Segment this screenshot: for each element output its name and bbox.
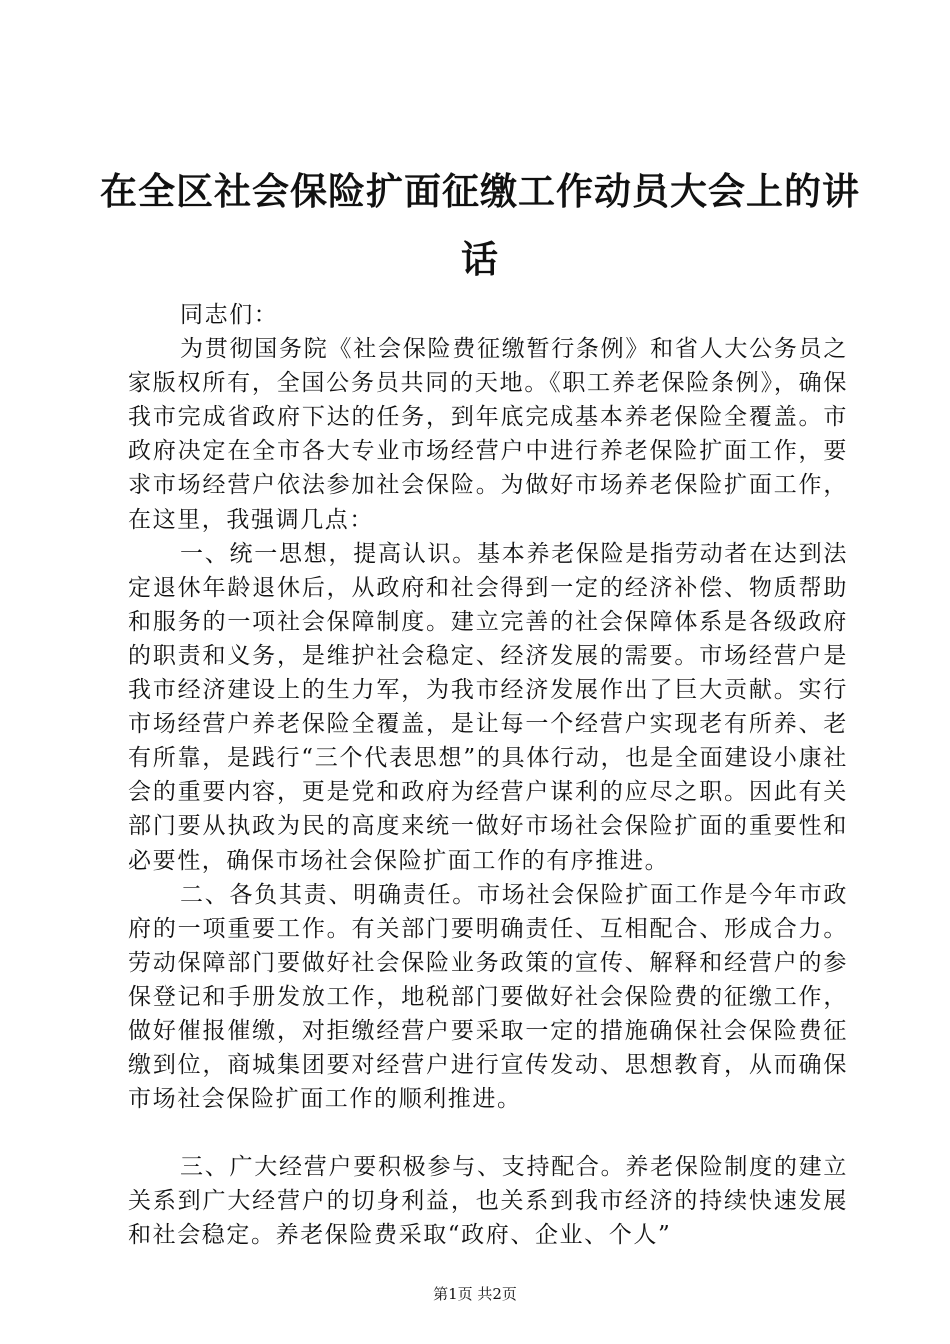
document-body [128, 298, 848, 1253]
document-title: 在全区社会保险扩面征缴工作动员大会上的讲话 [100, 170, 860, 281]
paragraph-section-3: 三、广大经营户要积极参与、支持配合。养老保险制度的建立关系到广大经营户的切身利益，也关系到我市经济的持续快速发展和社会稳定。养老保险费采取“政府、企业、个人” [128, 1154, 848, 1249]
page-footer: 第1页 共2页 [433, 1285, 517, 1303]
paragraph-section-2: 二、各负其责、明确责任。市场社会保险扩面工作是今年市政府的一项重要工作。有关部门要明确责任、互相配合、形成合力。劳动保障部门要做好社会保险业务政策的宣传、解释和经营户的参保登记和手册发放工作，地税部门要做好社会保险费的征缴工作，做好催报催缴，对拒缴经营户要采取一定的措施确保社会保险费征缴到位，商城集团要对经营户进行宣传发动、思想教育，从而确保市场社会保险扩面工作的顺利推进。 [128, 881, 848, 1113]
paragraph-spacer [128, 1116, 848, 1150]
salutation: 同志们： [180, 302, 279, 328]
paragraph-section-1: 一、统一思想，提高认识。基本养老保险是指劳动者在达到法定退休年龄退休后，从政府和社会得到一定的经济补偿、物质帮助和服务的一项社会保障制度。建立完善的社会保障体系是各级政府的职责和义务，是维护社会稳定、经济发展的需要。市场经营户是我市经济建设上的生力军，为我市经济发展作出了巨大贡献。实行市场经营户养老保险全覆盖，是让每一个经营户实现老有所养、老有所靠，是践行“三个代表思想”的具体行动，也是全面建设小康社会的重要内容，更是党和政府为经营户谋利的应尽之职。因此有关部门要从执政为民的高度来统一做好市场社会保险扩面的重要性和必要性，确保市场社会保险扩面工作的有序推进。 [128, 540, 848, 874]
paragraph-intro: 为贯彻国务院《社会保险费征缴暂行条例》和省人大公务员之家版权所有，全国公务员共同的天地。《职工养老保险条例》，确保我市完成省政府下达的任务，到年底完成基本养老保险全覆盖。市政府决定在全市各大专业市场经营户中进行养老保险扩面工作，要求市场经营户依法参加社会保险。为做好市场养老保险扩面工作，在这里，我强调几点： [128, 336, 848, 533]
